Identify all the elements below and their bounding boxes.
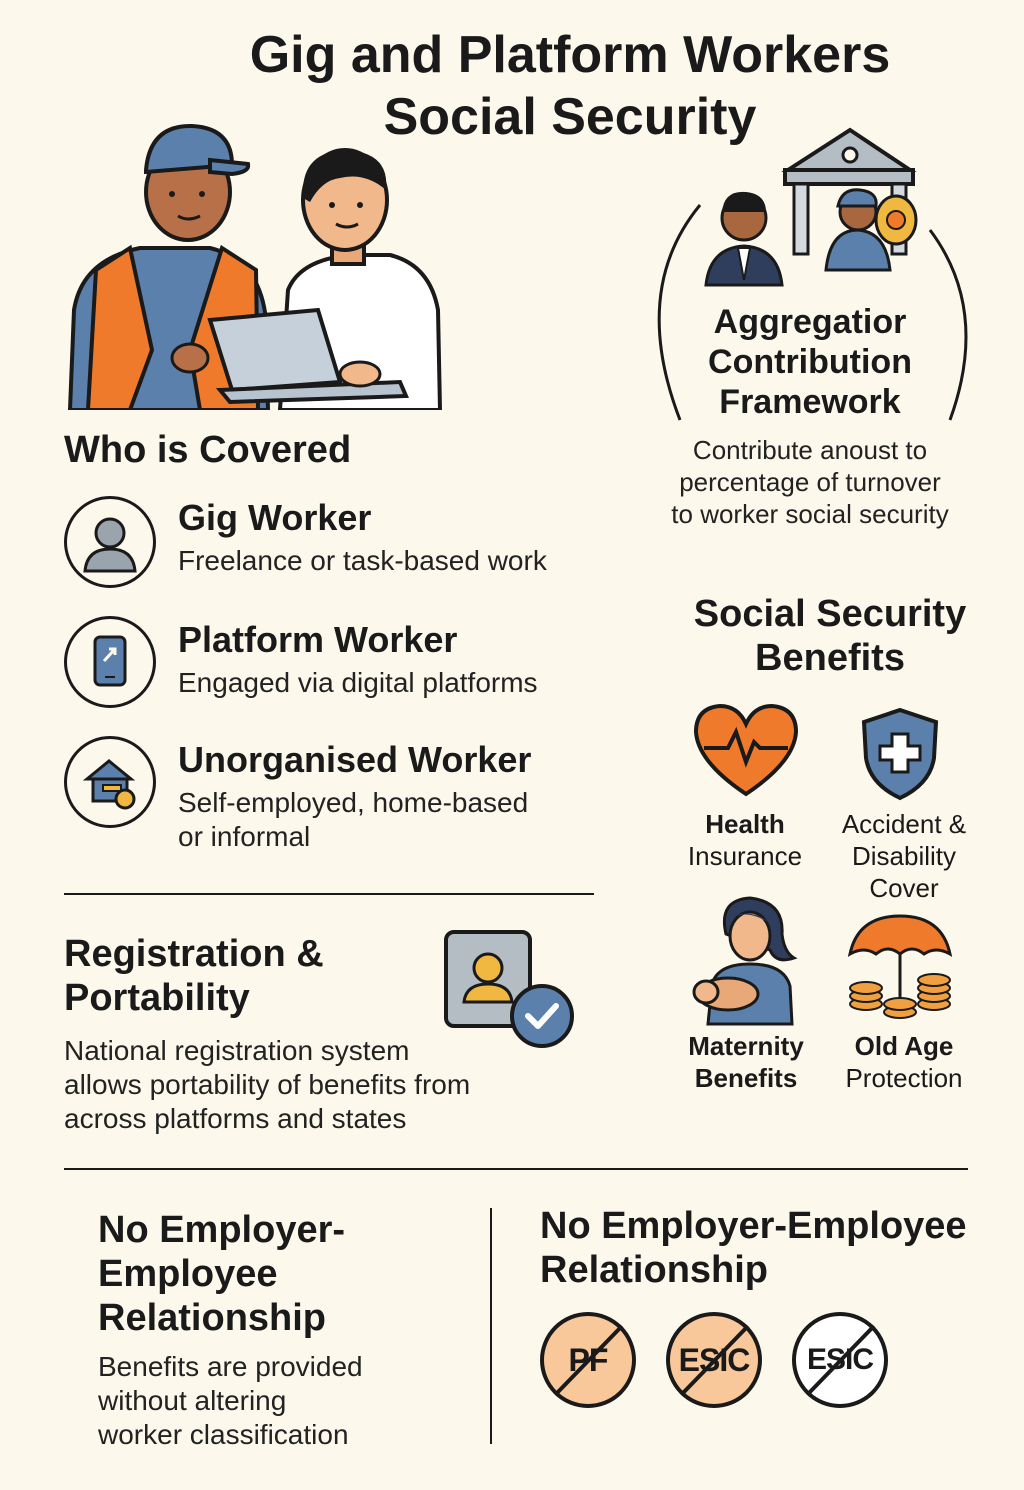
gig-worker-item: Gig Worker Freelance or task-based work (178, 497, 547, 576)
shield-icon (860, 706, 940, 802)
registration-heading: Registration & Portability (64, 933, 324, 1019)
covered-heading: Who is Covered (64, 429, 352, 471)
benefit-maternity: Maternity Benefits (688, 1031, 804, 1093)
platform-worker-item: Platform Worker Engaged via digital platforms (178, 619, 538, 698)
aggregator-description: Contribute anoust to percentage of turnover to worker social security (671, 435, 949, 529)
divider (64, 1168, 968, 1170)
divider (64, 893, 594, 895)
unorganised-worker-item: Unorganised Worker Self-employed, home-based or informal (178, 739, 532, 852)
registration-description: National registration system allows portability of benefits from across platforms and states (64, 1035, 471, 1134)
umbrella-coins-icon (844, 912, 956, 1022)
esic-crossed-badge-outline: ESIC (790, 1310, 890, 1410)
aggregator-heading: Aggregatior Contribution Framework (708, 303, 912, 421)
page-title: Gig and Platform Workers Social Security (249, 26, 891, 146)
vertical-divider (490, 1208, 492, 1444)
benefit-accident: Accident & Disability Cover (841, 809, 967, 903)
benefit-old-age: Old Age Protection (845, 1031, 963, 1093)
pf-crossed-badge: PF (538, 1310, 638, 1410)
person-icon (64, 496, 156, 588)
esic-crossed-badge: ESIC (664, 1310, 764, 1410)
mother-icon (688, 894, 800, 1026)
benefit-health: Health Insurance (687, 809, 803, 871)
no-relationship-left-heading: No Employer- Employee Relationship (98, 1209, 346, 1339)
benefits-heading: Social Security Benefits (693, 593, 967, 679)
home-icon (64, 736, 156, 828)
no-relationship-right-heading: No Employer-Employee Relationship (540, 1205, 967, 1291)
heart-icon (690, 700, 802, 800)
workers-illustration (60, 120, 450, 410)
no-relationship-left-description: Benefits are provided without altering worker classification (98, 1351, 363, 1450)
phone-icon (64, 616, 156, 708)
